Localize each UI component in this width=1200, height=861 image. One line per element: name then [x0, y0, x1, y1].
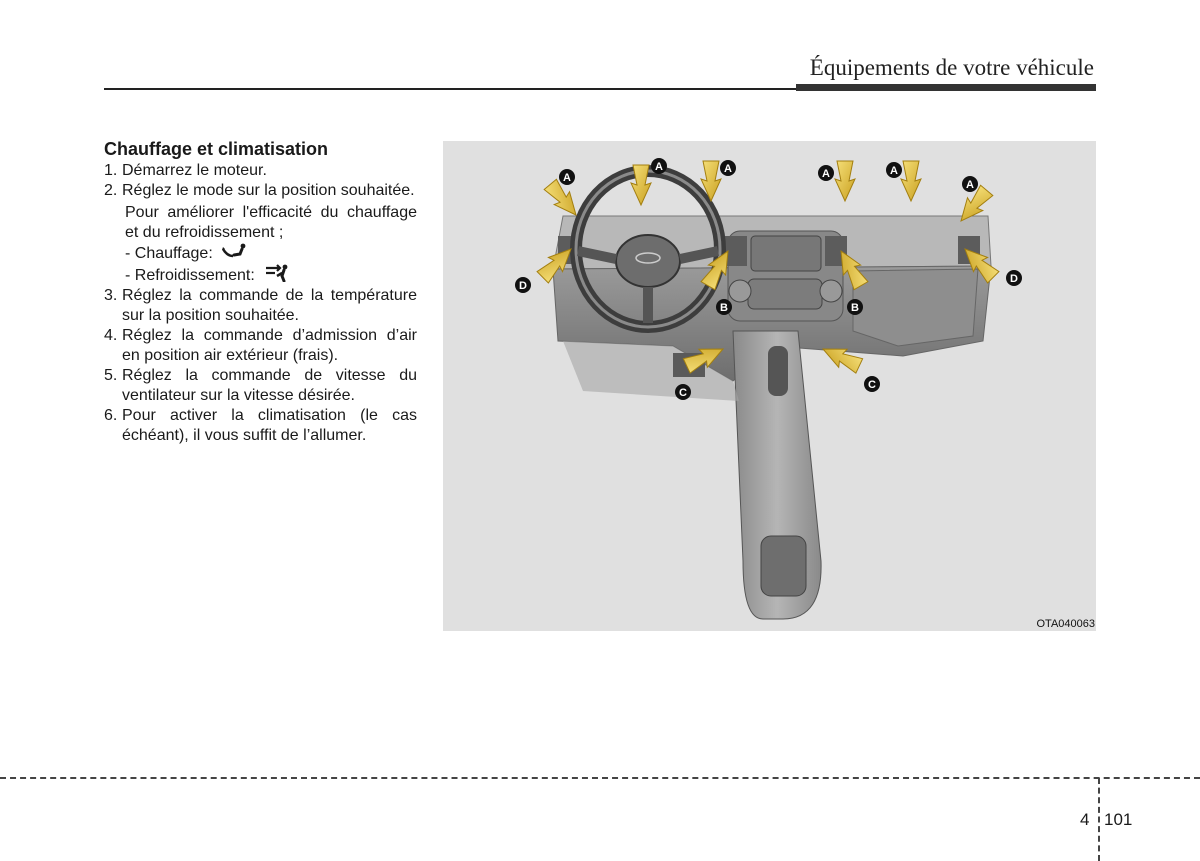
svg-text:A: A	[890, 165, 898, 177]
climate-panel	[748, 279, 822, 309]
page-number: 101	[1104, 810, 1133, 829]
label-b-2	[847, 299, 863, 315]
glovebox	[853, 269, 978, 346]
step-text: Réglez la commande de vitesse du ventilateur sur la vitesse désirée.	[122, 367, 417, 404]
step-5	[104, 366, 417, 406]
footer-divider	[1098, 778, 1100, 861]
step-text: Réglez la commande d’admission d’air en position air extérieur (frais).	[122, 327, 417, 364]
label-c-2	[864, 376, 880, 392]
label-c-1	[675, 384, 691, 400]
step-text: Réglez la commande de la température sur la position souhaitée.	[122, 287, 417, 324]
label-a-1	[559, 169, 575, 185]
figure-code: OTA040063	[1036, 618, 1095, 630]
running-header-title: Équipements de votre véhicule	[809, 55, 1094, 80]
face-vent-icon	[263, 264, 289, 288]
floor-heat-icon	[221, 243, 247, 265]
mode-label: - Chauffage:	[125, 244, 213, 262]
label-a-6	[962, 176, 978, 192]
radio-unit	[751, 236, 821, 271]
svg-text:A: A	[655, 161, 663, 173]
mode-cooling	[104, 265, 417, 286]
label-a-3	[720, 160, 736, 176]
step-2	[104, 181, 417, 201]
footer-rule	[0, 777, 1200, 779]
step-number: 4.	[104, 327, 118, 344]
label-b-1	[716, 299, 732, 315]
step-number: 2.	[104, 182, 118, 199]
svg-text:A: A	[822, 168, 830, 180]
label-a-4	[818, 165, 834, 181]
instructions-column	[104, 138, 417, 446]
section-title: Chauffage et climatisation	[104, 139, 329, 159]
svg-text:A: A	[563, 172, 571, 184]
svg-text:A: A	[724, 163, 732, 175]
step-3	[104, 286, 417, 326]
header-rule-accent	[796, 84, 1096, 91]
step-number: 5.	[104, 367, 118, 384]
gear-lever	[768, 346, 788, 396]
svg-text:C: C	[868, 379, 876, 391]
step-text: Réglez le mode sur la position souhaitée.	[122, 182, 415, 199]
step-6	[104, 406, 417, 446]
mode-heating	[104, 243, 417, 264]
label-d-1	[515, 277, 531, 293]
tip-note: Pour améliorer l'efficacité du chauffage et du refroidissement ;	[125, 204, 417, 241]
step-text: Pour activer la climatisation (le cas échéant), il vous suffit de l’allumer.	[122, 407, 417, 444]
cupholder	[761, 536, 806, 596]
mode-label: - Refroidissement:	[125, 266, 255, 284]
step-text: Démarrez le moteur.	[122, 162, 267, 179]
dashboard-vents-illustration	[443, 141, 1096, 631]
svg-text:C: C	[679, 387, 687, 399]
svg-text:B: B	[851, 302, 859, 314]
svg-text:A: A	[966, 179, 974, 191]
step-number: 1.	[104, 162, 118, 179]
header-rule	[104, 88, 796, 90]
dashboard-diagram	[443, 141, 1096, 631]
label-a-2	[651, 158, 667, 174]
chapter-number: 4	[1080, 810, 1090, 829]
label-d-2	[1006, 270, 1022, 286]
step-number: 3.	[104, 287, 118, 304]
svg-text:B: B	[720, 302, 728, 314]
svg-text:D: D	[519, 280, 527, 292]
step-4	[104, 326, 417, 366]
svg-text:D: D	[1010, 273, 1018, 285]
step-1	[104, 161, 417, 181]
step-number: 6.	[104, 407, 118, 424]
label-a-5	[886, 162, 902, 178]
